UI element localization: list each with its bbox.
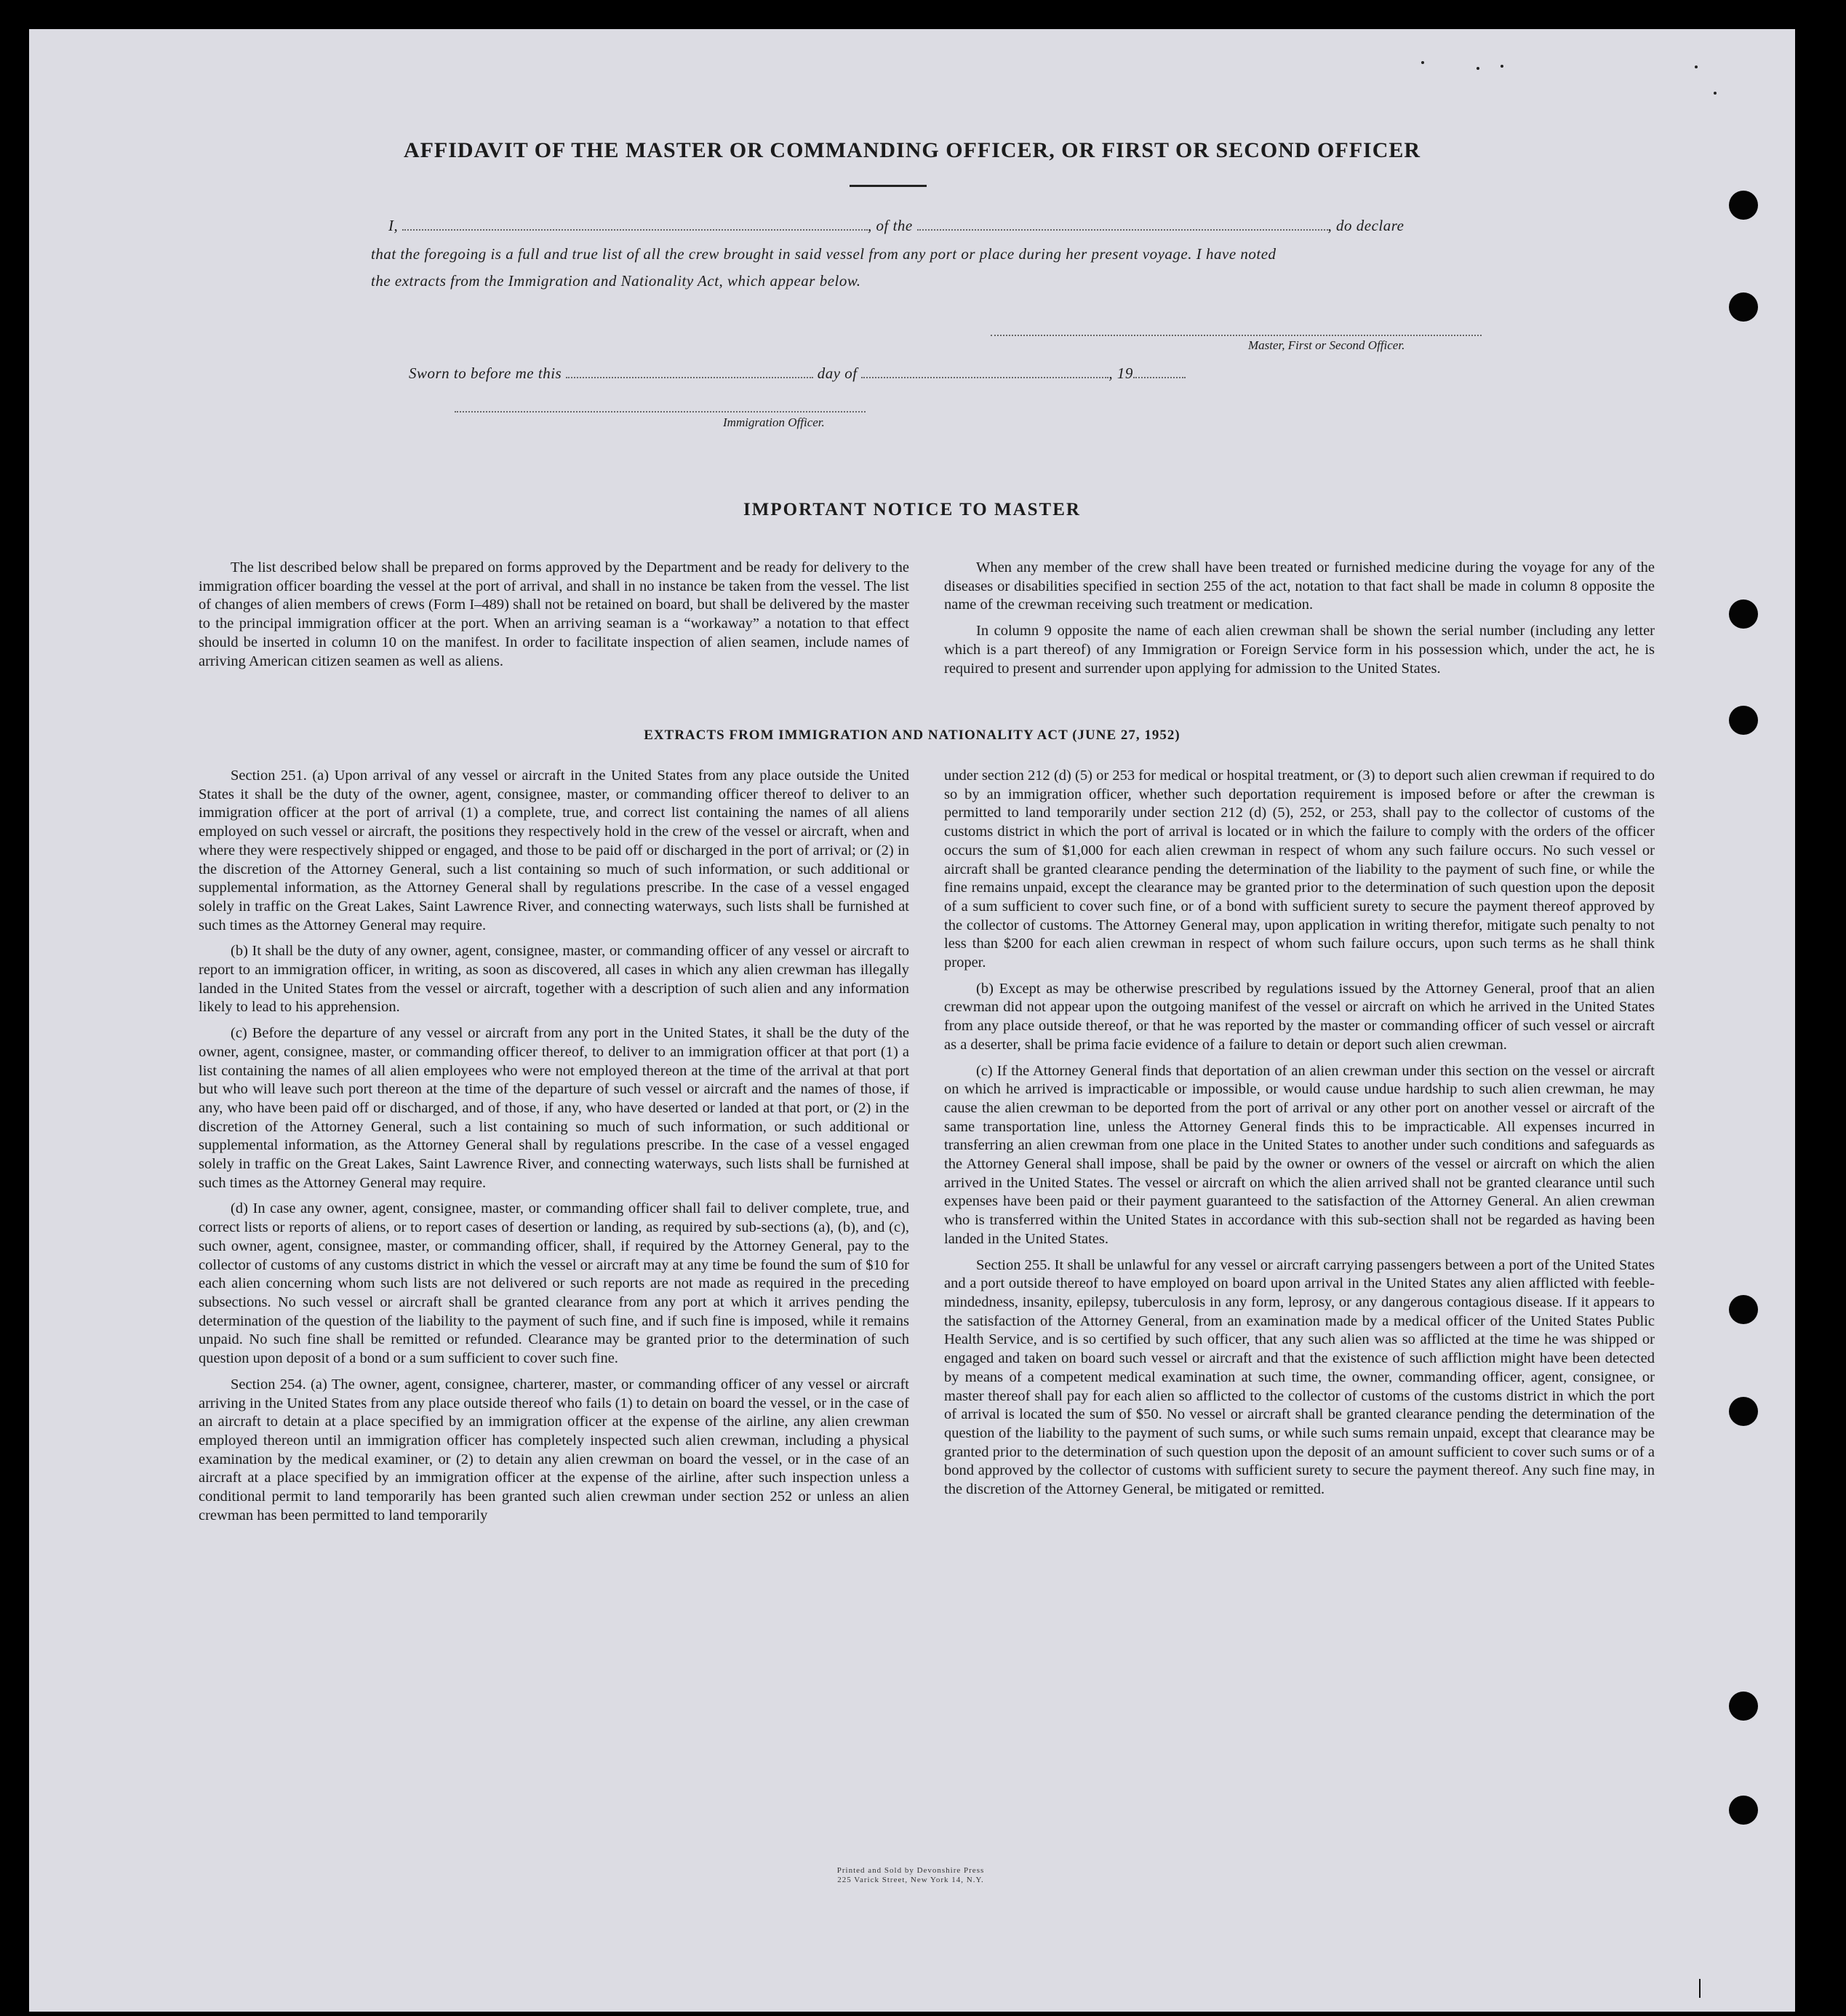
scan-speck	[1695, 65, 1698, 68]
sworn-line	[409, 364, 1186, 383]
punch-hole	[1729, 1796, 1758, 1825]
scan-speck	[1501, 65, 1503, 68]
extracts-right-column	[944, 767, 1655, 1499]
declarant-name-field[interactable]	[402, 216, 868, 231]
year-prefix-label: , 19	[1108, 364, 1133, 382]
section-251-a: Section 251. (a) Upon arrival of any vessel or aircraft in the United States from any place outside the United States it shall be the duty of the owner, agent, consignee, master, or commanding officer thereof to deliver to an immigration officer at the port of arrival (1) a complete, true, and correct list containing the names of all aliens employed on such vessel or aircraft, the positions they respectively hold in the crew of the vessel or aircraft, when and where they were respectively shipped or engaged, and those to be paid off or discharged in the port of arrival; or (2) in the discretion of the Attorney General, such a list containing so much of such information, or such additional or supplemental information, as the Attorney General shall by regulations prescribe. In the case of a vessel engaged solely in traffic on the Great Lakes, Saint Lawrence River, and connecting waterways, such lists shall be furnished at such times as the Attorney General may require.	[199, 768, 909, 933]
punch-hole	[1729, 191, 1758, 220]
extracts-title: EXTRACTS FROM IMMIGRATION AND NATIONALITY ACT (JUNE 27, 1952)	[644, 728, 1180, 743]
declaration-line-1	[388, 216, 1404, 235]
printer-imprint	[816, 1866, 1005, 1885]
extracts-left-column	[199, 767, 909, 1525]
section-254-a-continued: under section 212 (d) (5) or 253 for medical or hospital treatment, or (3) to deport such alien crewman if required to do so by an immigration officer, whether such deportation requirement is imposed before or after the crewman is permitted to land temporarily under section 212 (d) (5), 252, or 253, shall pay to the collector of customs of the customs district in which the port of arrival is located or in which the failure to comply with the orders of the officer occurs the sum of $1,000 for each alien crewman in respect of whom any such failure occurs. No such vessel or aircraft shall be granted clearance pending the determination of the liability to the payment of such fine, or while the fine remains unpaid, except the clearance may be granted prior to the determination of such question upon the deposit of a sum sufficient to cover such fine, or of a bond with sufficient surety to secure the payment thereof approved by the collector of customs. The Attorney General may, upon application in writing therefor, mitigate such penalty to not less than $200 for each alien crewman in respect of whom such failure occurs, upon such terms as he shall think proper.	[944, 768, 1655, 971]
affidavit-title: AFFIDAVIT OF THE MASTER OR COMMANDING OFFICER, OR FIRST OR SECOND OFFICER	[403, 138, 1421, 162]
section-251-c: (c) Before the departure of any vessel or aircraft from any port in the United States, it shall be the duty of the owner, agent, consignee, master, or commanding officer thereof, to deliver to an immigration officer at that port (1) a list containing the names of all alien employees who were not employed thereon at the time of the arrival at that port but who will leave such port thereon at the time of the departure of such vessel or aircraft and the names of those, if any, who have been paid off or discharged, and of those, if any, who have deserted or landed at that port, or (2) in the discretion of the Attorney General, such a list containing so much of such information, or such additional or supplemental information, as the Attorney General shall by regulations prescribe. In the case of a vessel engaged solely in traffic on the Great Lakes, Saint Lawrence River, and connecting waterways, such lists shall be furnished at such times as the Attorney General may require.	[199, 1025, 909, 1191]
sworn-year-field[interactable]	[1133, 364, 1186, 378]
notice-right-column	[944, 559, 1655, 678]
master-signature-label: Master, First or Second Officer.	[1248, 338, 1405, 352]
notice-right-paragraph-1: When any member of the crew shall have been treated or furnished medicine during the voyage for any of the diseases or disabilities specified in section 255 of the act, notation to that fact shall be made in column 8 opposite the name of the crewman receiving such treatment or medication.	[944, 559, 1655, 613]
day-of-label: day of	[817, 364, 858, 382]
notice-right-paragraph-2: In column 9 opposite the name of each alien crewman shall be shown the serial number (including any letter which is a part thereof) of any Immigration or Foreign Service form in his possession which, under the act, he is required to present and surrender upon applying for admission to the United States.	[944, 623, 1655, 677]
title-underline	[850, 185, 927, 187]
scan-speck	[1477, 67, 1479, 70]
declaration-line-3: the extracts from the Immigration and Nationality Act, which appear below.	[371, 272, 861, 290]
officer-signature-line[interactable]	[455, 411, 866, 413]
officer-signature-label: Immigration Officer.	[723, 415, 825, 429]
punch-hole	[1729, 292, 1758, 322]
notice-left-paragraph: The list described below shall be prepared on forms approved by the Department and be ready for delivery to the immigration officer boarding the vessel at the port of arrival, and shall in no instance be taken from the vessel. The list of changes of alien members of crews (Form I–489) shall not be retained on board, but shall be delivered by the master to the principal immigration officer at the port. When an arriving seaman is a “workaway” a notation to that effect should be inserted in column 10 on the manifest. In order to facilitate inspection of alien seamen, include names of arriving American citizen seamen as well as aliens.	[199, 559, 909, 669]
punch-hole	[1729, 599, 1758, 629]
section-251-b: (b) It shall be the duty of any owner, agent, consignee, master, or commanding officer of any vessel or aircraft to report to an immigration officer, in writing, as soon as discovered, all cases in which any alien crewman has illegally landed in the United States from the vessel or aircraft, together with a description of such alien and any information likely to lead to his apprehension.	[199, 943, 909, 1016]
printer-line-2: 225 Varick Street, New York 14, N.Y.	[837, 1876, 984, 1884]
vessel-name-field[interactable]	[917, 216, 1328, 231]
section-254-b: (b) Except as may be otherwise prescribed by regulations issued by the Attorney General, proof that an alien crewman did not appear upon the outgoing manifest of the vessel or aircraft on which he arrived in the United States from any place outside thereof, or that he was reported by the master or commanding officer of such vessel or aircraft as a deserter, shall be prima facie evidence of a failure to detain or deport such alien crewman.	[944, 980, 1655, 1053]
notice-title: IMPORTANT NOTICE TO MASTER	[743, 500, 1081, 519]
punch-hole	[1729, 706, 1758, 735]
form-page	[29, 29, 1795, 2012]
of-the-label: , of the	[868, 217, 913, 234]
declarant-prefix: I,	[388, 217, 399, 234]
scan-speck	[1421, 61, 1424, 64]
printer-line-1: Printed and Sold by Devonshire Press	[836, 1866, 985, 1875]
do-declare-label: , do declare	[1327, 217, 1405, 234]
scan-mark	[1699, 1979, 1701, 1998]
punch-hole	[1729, 1397, 1758, 1426]
punch-hole	[1729, 1295, 1758, 1324]
notice-left-column	[199, 559, 909, 671]
master-signature-line[interactable]	[991, 335, 1482, 336]
punch-hole	[1729, 1692, 1758, 1721]
section-251-d: (d) In case any owner, agent, consignee, master, or commanding officer shall fail to deliver complete, true, and correct lists or reports of aliens, or to report cases of desertion or landing, as required by sub-sections (a), (b), and (c), such owner, agent, consignee, master, or commanding officer, shall, if required by the Attorney General, pay to the collector of customs of any customs district in which the vessel or aircraft may at any time be found the sum of $10 for each alien concerning whom such lists are not delivered or such reports are not made as required in the preceding subsections. No such vessel or aircraft shall be granted clearance from any port at which it arrives pending the determination of the question of the liability to the payment of such fine, and if such fine is imposed, while it remains unpaid. No such fine shall be remitted or refunded. Clearance may be granted prior to the determination of such question upon deposit of a bond or a sum sufficient to cover such fine.	[199, 1200, 909, 1367]
sworn-month-field[interactable]	[861, 364, 1108, 378]
section-254-a: Section 254. (a) The owner, agent, consignee, charterer, master, or commanding officer of any vessel or aircraft arriving in the United States from any place outside thereof who fails (1) to detain on board the vessel, or in the case of an aircraft to detain at a place specified by an immigration officer at the expense of the airline, any alien crewman employed thereon until an immigration officer has completely inspected such alien crewman, including a physical examination by the medical examiner, or (2) to detain any alien crewman on board the vessel, or in the case of an aircraft at a place specified by an immigration officer at the expense of the airline, after such inspection unless a conditional permit to land temporarily has been granted such alien crewman under section 252 or unless an alien crewman has been permitted to land temporarily	[199, 1376, 909, 1523]
section-254-c: (c) If the Attorney General finds that deportation of an alien crewman under this section on the vessel or aircraft on which he arrived is impracticable or impossible, or would cause undue hardship to such alien crewman, he may cause the alien crewman to be deported from the port of arrival or any other port on another vessel or aircraft of the same transportation line, unless the Attorney General finds this to be impracticable. All expenses incurred in transferring an alien crewman from one place in the United States to another under such conditions and safeguards as the Attorney General shall impose, shall be paid by the owner or owners of the vessel or aircraft on which the alien arrived in the United States. The vessel or aircraft on which the alien arrived shall not be granted clearance until such expenses have been paid or their payment guaranteed to the satisfaction of the Attorney General. An alien crewman who is transferred within the United States in accordance with this sub-section shall not be regarded as having been landed in the United States.	[944, 1062, 1655, 1247]
scan-speck	[1714, 92, 1717, 95]
section-255: Section 255. It shall be unlawful for any vessel or aircraft carrying passengers between a port of the United States and a port outside thereof to have employed on board upon arrival in the United States any alien afflicted with feeble-mindedness, insanity, epilepsy, tuberculosis in any form, leprosy, or any dangerous contagious disease. If it appears to the satisfaction of the Attorney General, from an examination made by a medical officer of the United States Public Health Service, and is so certified by such officer, that any such alien was so afflicted at the time he was shipped or engaged and taken on board such vessel or aircraft and that the existence of such affliction might have been detected by means of a competent medical examination at such time, the owner, commanding officer, agent, consignee, or master thereof shall pay for each alien so afflicted to the collector of customs of the customs district in which the port of arrival is located the sum of $50. No vessel or aircraft shall be granted clearance pending the determination of the question of the liability to the payment of such sums, or while such sums remain unpaid, except that clearance may be granted prior to the determination of such question upon the deposit of an amount sufficient to cover such sums or of a bond approved by the collector of customs with sufficient surety to secure the payment thereof. Any such fine may, in the discretion of the Attorney General, be mitigated or remitted.	[944, 1256, 1655, 1498]
sworn-label: Sworn to before me this	[409, 364, 562, 382]
declaration-line-2: that the foregoing is a full and true list of all the crew brought in said vessel from any port or place during her present voyage. I have noted	[371, 245, 1276, 263]
sworn-day-field[interactable]	[566, 364, 813, 378]
